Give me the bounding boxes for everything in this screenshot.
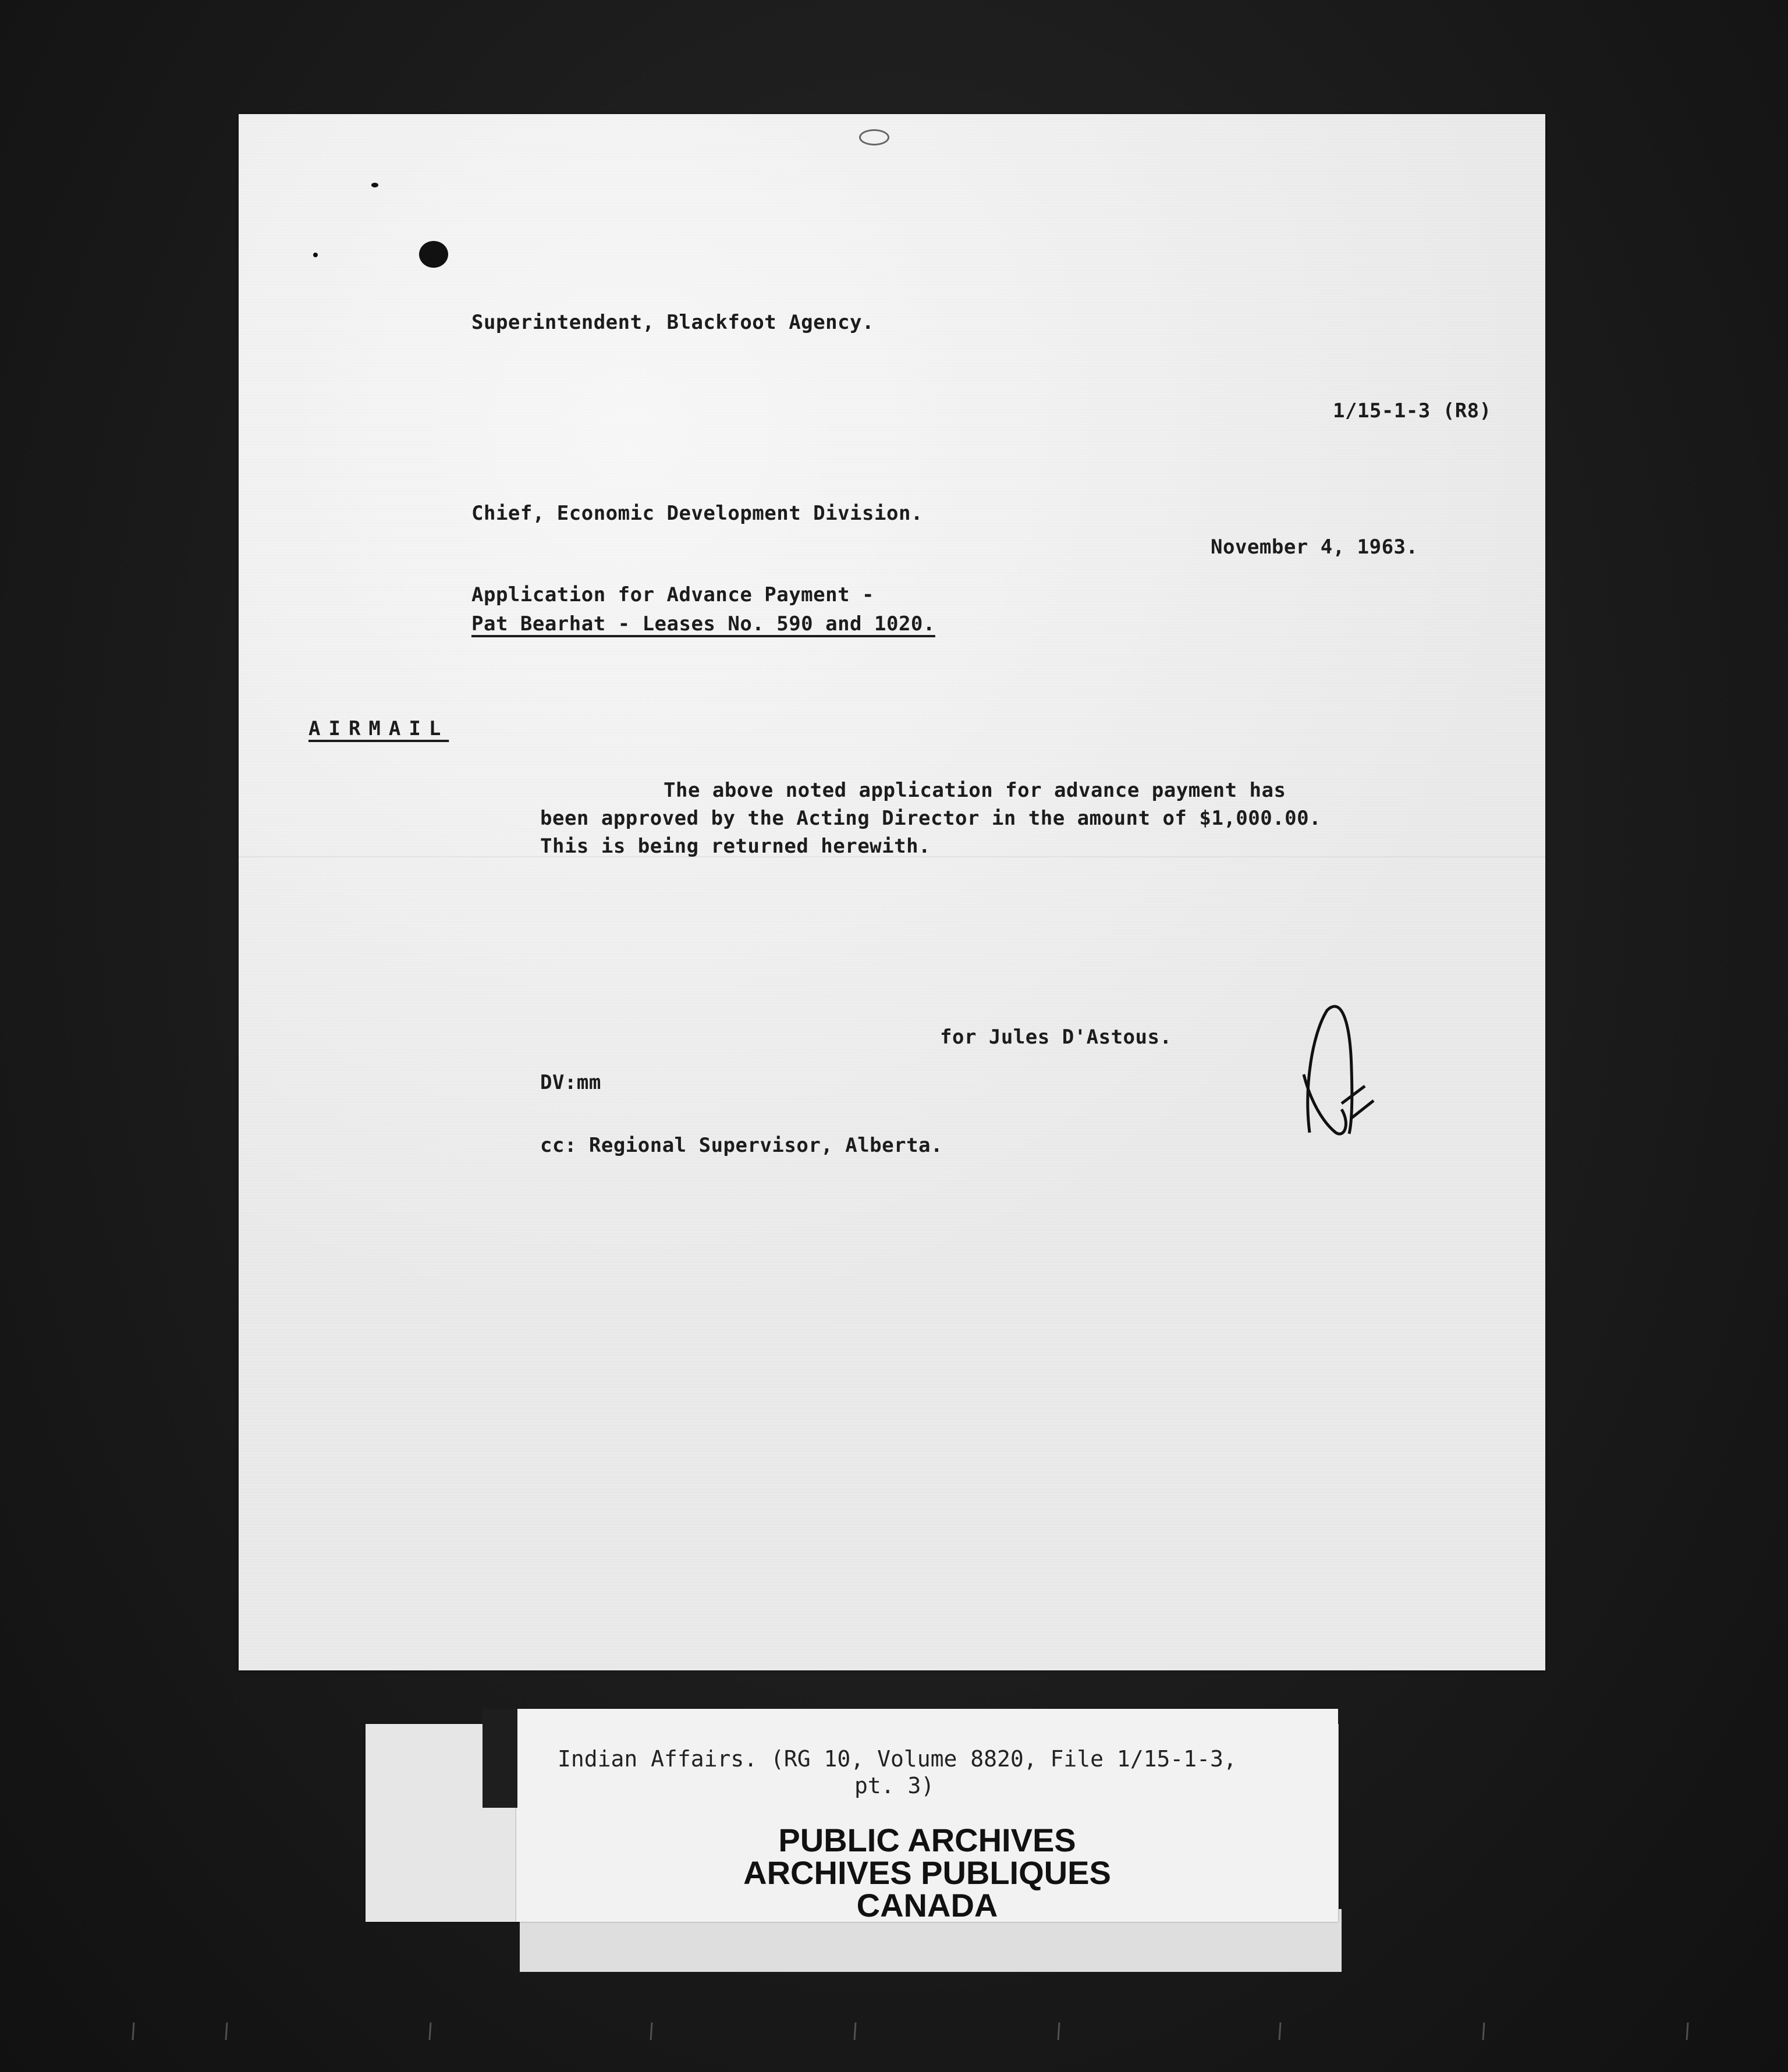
letter-date: November 4, 1963. bbox=[1211, 535, 1418, 559]
ink-blot-mark bbox=[419, 241, 448, 268]
subject-line-2: Pat Bearhat - Leases No. 590 and 1020. bbox=[471, 612, 935, 636]
sender-line: Chief, Economic Development Division. bbox=[471, 502, 923, 525]
archive-country: CANADA bbox=[856, 1887, 998, 1924]
archive-reference-line-1: Indian Affairs. (RG 10, Volume 8820, File 1/15-1-3, bbox=[558, 1746, 1237, 1772]
body-line-3: This is being returned herewith. bbox=[540, 835, 931, 858]
ink-speck-mark bbox=[371, 183, 378, 187]
carbon-copy-line: cc: Regional Supervisor, Alberta. bbox=[540, 1134, 943, 1157]
archive-reference-line-2: pt. 3) bbox=[854, 1773, 935, 1798]
ink-speck-mark bbox=[313, 253, 318, 257]
recipient-line: Superintendent, Blackfoot Agency. bbox=[471, 311, 875, 334]
typist-initials: DV:mm bbox=[540, 1071, 601, 1094]
letter-sheet bbox=[239, 114, 1545, 1670]
body-line-2: been approved by the Acting Director in the amount of $1,000.00. bbox=[540, 807, 1322, 830]
label-notch bbox=[483, 1709, 517, 1808]
archive-institution-fr: ARCHIVES PUBLIQUES bbox=[743, 1854, 1111, 1891]
body-line-1: The above noted application for advance payment has bbox=[664, 779, 1286, 802]
film-edge-marks bbox=[128, 2020, 1700, 2043]
handwritten-signature bbox=[1286, 999, 1385, 1150]
archive-institution-en: PUBLIC ARCHIVES bbox=[778, 1822, 1076, 1858]
subject-line-1: Application for Advance Payment - bbox=[471, 583, 875, 606]
airmail-marking: AIRMAIL bbox=[308, 717, 449, 740]
signature-block: for Jules D'Astous. bbox=[940, 1026, 1172, 1049]
file-reference: 1/15-1-3 (R8) bbox=[1333, 399, 1492, 423]
punch-hole-mark bbox=[859, 129, 889, 146]
